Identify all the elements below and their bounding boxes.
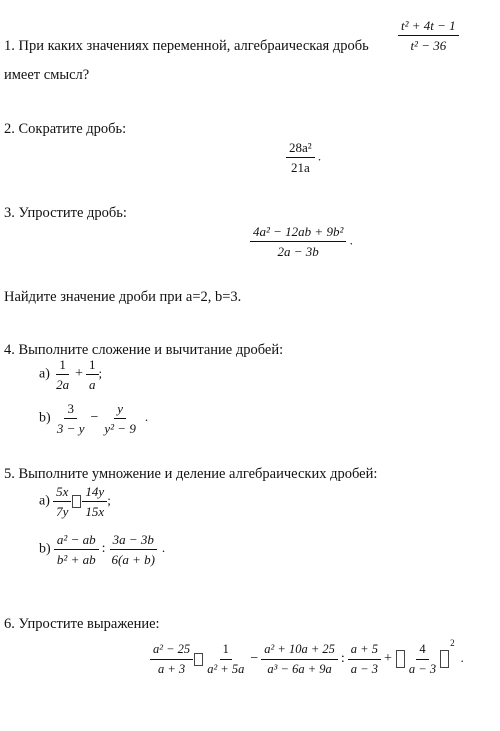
q5-text: 5. Выполните умножение и деление алгебраических дробей: <box>4 466 378 482</box>
q6-f5-num: 4 <box>416 642 428 660</box>
q1-text2: имеет смысл? <box>4 67 90 83</box>
q4a-f2-den: a <box>89 377 96 392</box>
q4b-f1-den: 3 − y <box>56 421 85 436</box>
q5a-f1-den: 7y <box>56 504 69 519</box>
q5b-f2-den: 6(a + b) <box>111 552 155 567</box>
q6-op2: : <box>340 651 345 666</box>
q3-period: . <box>349 232 353 248</box>
q4a-f1-den: 2a <box>56 377 70 392</box>
q5a-f2-num: 14y <box>82 484 107 502</box>
q4b-f2-num: y <box>114 401 126 419</box>
q5b-f1-num: a² − ab <box>54 532 99 550</box>
q3-fraction <box>250 224 353 259</box>
q6-f2-den: a² + 5a <box>207 661 245 676</box>
q5b-f1-den: b² + ab <box>56 552 96 567</box>
q4b-f1-num: 3 <box>64 401 77 419</box>
q5a-f1-num: 5x <box>53 484 71 502</box>
q4a-label: а) <box>39 366 50 382</box>
q4b-f2-den: y² − 9 <box>104 421 136 436</box>
q4b-label: b) <box>39 410 51 426</box>
q4b-expression <box>39 401 148 436</box>
q5a-end: ; <box>107 492 111 508</box>
q3-denominator: 2a − 3b <box>277 244 319 259</box>
q6-f5-den: a − 3 <box>408 661 437 676</box>
q1-numerator: t² + 4t − 1 <box>398 18 459 36</box>
q1-fraction <box>398 18 459 53</box>
q2-fraction <box>286 140 321 175</box>
q6-f3-num: a² + 10a + 25 <box>261 642 338 660</box>
q5a-f2-den: 15x <box>85 504 105 519</box>
missing-symbol-box <box>440 650 449 668</box>
q5a-label: а) <box>39 493 50 509</box>
missing-symbol-box <box>194 653 203 666</box>
q2-denominator: 21a <box>290 160 310 175</box>
q4a-f2-num: 1 <box>86 357 99 375</box>
q6-f3-den: a³ − 6a + 9a <box>267 661 332 676</box>
q1-denominator: t² − 36 <box>410 38 447 53</box>
q5b-f2-num: 3a − 3b <box>110 532 157 550</box>
q4a-end: ; <box>98 365 103 381</box>
q6-f1-den: a + 3 <box>158 661 186 676</box>
q5b-end: . <box>161 540 166 556</box>
q6-f4-den: a − 3 <box>350 661 378 676</box>
q2-numerator: 28a² <box>286 140 315 158</box>
q3-text2: Найдите значение дроби при a=2, b=3. <box>4 289 242 305</box>
q4b-op: − <box>90 410 99 426</box>
q3-text: 3. Упростите дробь: <box>4 205 127 221</box>
q4a-op: + <box>75 366 84 382</box>
q6-text: 6. Упростите выражение: <box>4 616 160 632</box>
q6-f2-num: 1 <box>220 642 232 660</box>
q5b-label: b) <box>39 541 51 557</box>
q3-numerator: 4a² − 12ab + 9b² <box>250 224 346 242</box>
q4-text: 4. Выполните сложение и вычитание дробей: <box>4 342 284 358</box>
q5a-expression <box>39 484 111 519</box>
q5b-op: : <box>101 541 106 557</box>
missing-symbol-box <box>72 495 81 508</box>
q4b-end: . <box>144 409 149 425</box>
q4a-f1-num: 1 <box>56 357 69 375</box>
q5b-expression <box>39 532 165 567</box>
q2-text: 2. Сократите дробь: <box>4 121 127 137</box>
q6-op3: + <box>383 651 392 666</box>
q1-text: 1. При каких значениях переменной, алгебраическая дробь <box>4 38 369 54</box>
q6-end: . <box>460 651 464 665</box>
q4a-expression <box>39 357 102 392</box>
q6-f4-num: a + 5 <box>348 642 381 660</box>
q2-period: . <box>317 148 322 164</box>
q6-f1-num: a² − 25 <box>150 642 193 660</box>
q6-op1: − <box>250 651 259 666</box>
q6-expression <box>150 638 464 677</box>
q6-power: 2 <box>450 638 455 648</box>
missing-symbol-box <box>396 650 405 668</box>
